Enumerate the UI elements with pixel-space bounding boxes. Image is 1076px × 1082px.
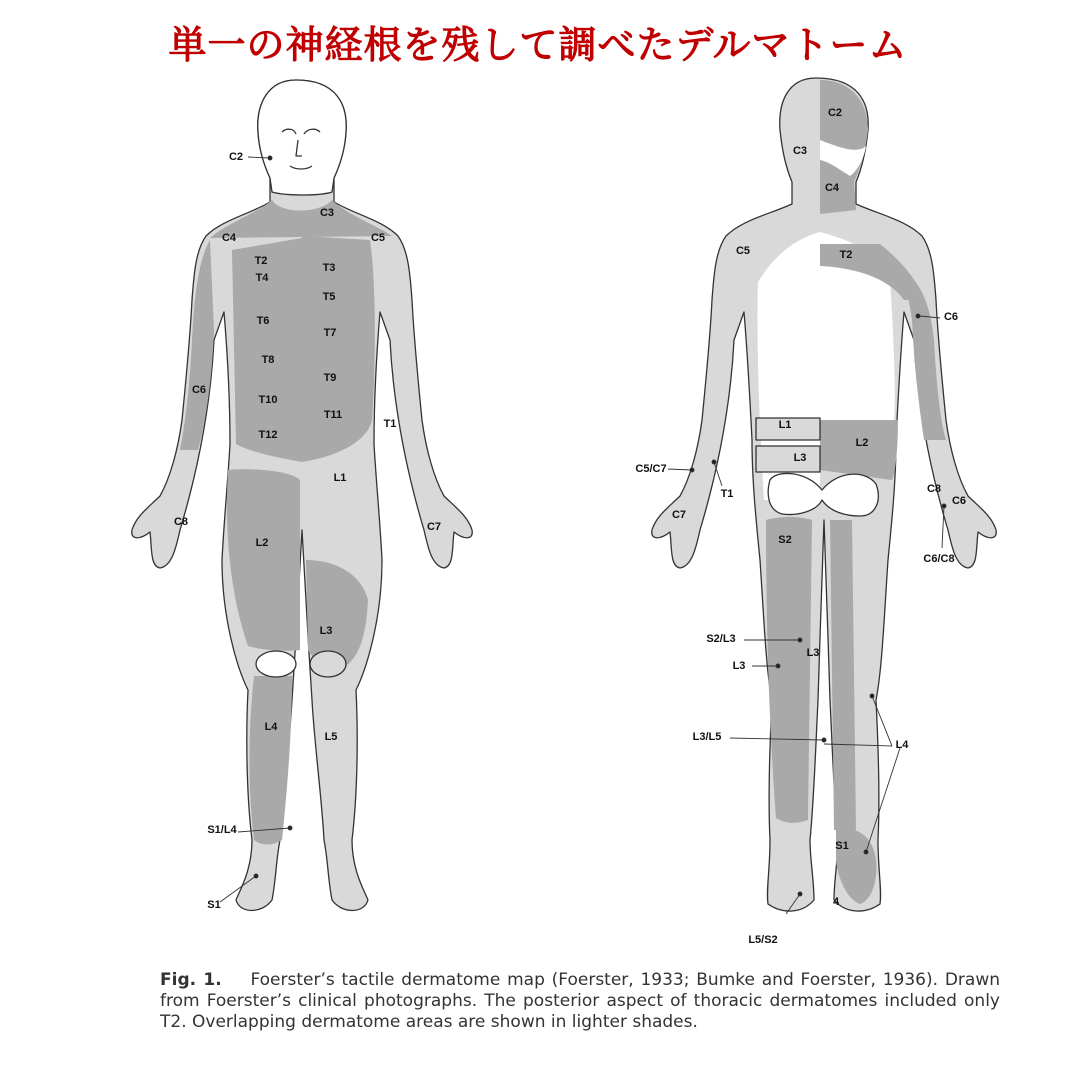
label-t1-front: T1 [383, 418, 397, 430]
front-body-outline [132, 80, 473, 911]
label-c8-front: C8 [173, 516, 189, 528]
label-l3l5-back: L3/L5 [692, 731, 722, 743]
label-c6-front: C6 [191, 384, 207, 396]
caption-fig-label: Fig. 1. [160, 970, 222, 990]
figure-caption [160, 970, 1000, 1033]
label-t4-front: T4 [255, 272, 269, 284]
label-t6-front: T6 [256, 315, 270, 327]
back-body-figure [652, 78, 997, 911]
label-c6r-back: C6 [951, 495, 967, 507]
front-left-shin-dark [250, 676, 293, 845]
label-c5c7-back: C5/C7 [635, 463, 667, 475]
label-s2-back: S2 [778, 534, 792, 546]
label-l1-front: L1 [333, 472, 347, 484]
label-c6c8-back: C6/C8 [923, 553, 955, 565]
label-c4-front: C4 [221, 232, 237, 244]
label-c8-back: C8 [926, 483, 942, 495]
label-s1l4-front: S1/L4 [207, 824, 237, 836]
label-c5-back: C5 [735, 245, 751, 257]
label-t9-front: T9 [323, 372, 337, 384]
label-t7-front: T7 [323, 327, 337, 339]
page-title: 単一の神経根を残して調べたデルマトーム [168, 23, 908, 67]
label-l5-front: L5 [324, 731, 338, 743]
label-t3-front: T3 [322, 262, 336, 274]
label-c7-front: C7 [426, 521, 442, 533]
label-s2l3-back: S2/L3 [706, 633, 736, 645]
back-l3-band [756, 446, 820, 472]
label-t2-back: T2 [839, 249, 853, 261]
label-t5-front: T5 [322, 291, 336, 303]
label-l1-back: L1 [778, 419, 792, 431]
label-s1-front: S1 [207, 899, 221, 911]
back-right-leg-stripe [830, 520, 856, 830]
label-t10-front: T10 [258, 394, 278, 406]
front-left-knee [256, 651, 296, 677]
label-t11-front: T11 [323, 409, 343, 421]
front-body-figure [132, 80, 473, 911]
label-c3-back: C3 [792, 145, 808, 157]
label-t8-front: T8 [261, 354, 275, 366]
label-c5-front: C5 [370, 232, 386, 244]
back-l2-band [820, 420, 898, 480]
label-t2-front: T2 [254, 255, 268, 267]
label-l3b-back: L3 [732, 660, 746, 672]
label-l5s2-back: L5/S2 [748, 934, 778, 946]
label-t1-back: T1 [720, 488, 734, 500]
label-l2-back: L2 [855, 437, 869, 449]
front-head [258, 80, 346, 195]
label-c2-back: C2 [827, 107, 843, 119]
label-c2-front: C2 [228, 151, 244, 163]
label-l2-front: L2 [255, 537, 269, 549]
label-l4-front: L4 [264, 721, 278, 733]
label-c4-back: C4 [824, 182, 840, 194]
front-right-knee [310, 651, 346, 677]
label-c3-front: C3 [319, 207, 335, 219]
label-s1-back: S1 [835, 840, 849, 852]
label-l3a-back: L3 [806, 647, 820, 659]
label-l3-front: L3 [319, 625, 333, 637]
label-l3-back: L3 [793, 452, 807, 464]
label-l4-back: L4 [895, 739, 909, 751]
caption-text: Foerster’s tactile dermatome map (Foerster, 1933; Bumke and Foerster, 1936). Drawn from Foerster’s clinical photographs. The posterior aspect of thoracic dermatomes included only T2. Overlapping dermatome areas are shown in lighter shades. [160, 970, 1000, 1032]
label-c7-back: C7 [671, 509, 687, 521]
label-c6-back: C6 [943, 311, 959, 323]
label-l4f-back: 4 [832, 896, 840, 908]
label-t12-front: T12 [258, 429, 278, 441]
front-trunk-dark [302, 236, 375, 462]
